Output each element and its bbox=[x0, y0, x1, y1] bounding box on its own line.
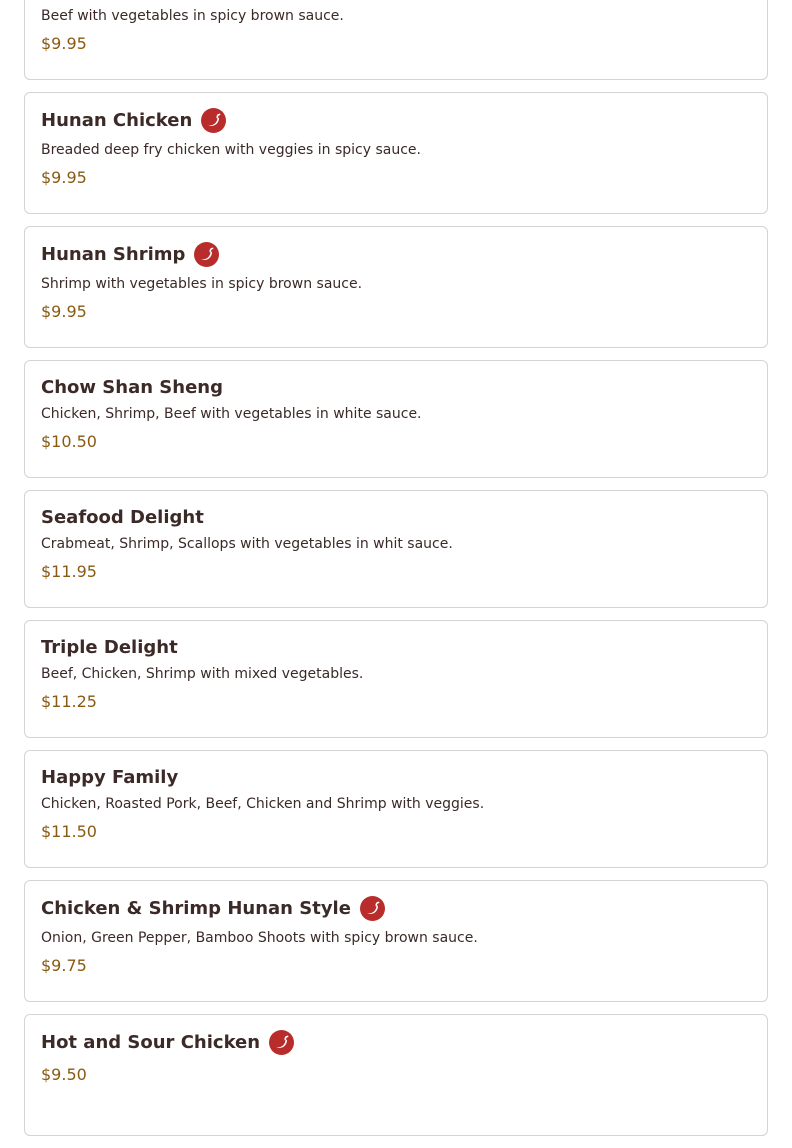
menu-item-description: Crabmeat, Shrimp, Scallops with vegetables in whit sauce. bbox=[41, 536, 453, 552]
menu-item-card[interactable] bbox=[24, 490, 768, 608]
menu-item-card[interactable] bbox=[24, 0, 768, 80]
menu-item-price: $10.50 bbox=[41, 432, 97, 451]
menu-item-name: Seafood Delight bbox=[41, 506, 204, 528]
menu-item-description: Beef, Chicken, Shrimp with mixed vegetables. bbox=[41, 666, 364, 682]
menu-item-description: Beef with vegetables in spicy brown sauce. bbox=[41, 8, 344, 24]
menu-item-title-row bbox=[41, 634, 751, 660]
menu-item-price: $9.95 bbox=[41, 168, 87, 187]
menu-item-description: Onion, Green Pepper, Bamboo Shoots with spicy brown sauce. bbox=[41, 930, 478, 946]
menu-list bbox=[24, 0, 768, 1148]
menu-item-card[interactable] bbox=[24, 360, 768, 478]
chili-pepper-icon bbox=[360, 896, 385, 921]
chili-pepper-icon bbox=[194, 242, 219, 267]
menu-item-card[interactable] bbox=[24, 1014, 768, 1136]
menu-item-card[interactable] bbox=[24, 226, 768, 348]
menu-item-name: Hunan Chicken bbox=[41, 109, 193, 131]
menu-item-price: $11.50 bbox=[41, 822, 97, 841]
menu-item-description: Chicken, Shrimp, Beef with vegetables in white sauce. bbox=[41, 406, 422, 422]
menu-item-card[interactable] bbox=[24, 92, 768, 214]
menu-item-price: $11.95 bbox=[41, 562, 97, 581]
menu-item-price: $9.95 bbox=[41, 302, 87, 321]
menu-item-title-row bbox=[41, 374, 751, 400]
menu-item-price: $11.25 bbox=[41, 692, 97, 711]
menu-item-price: $9.75 bbox=[41, 956, 87, 975]
menu-item-title-row bbox=[41, 895, 751, 921]
menu-item-title-row bbox=[41, 1029, 751, 1055]
menu-item-description: Shrimp with vegetables in spicy brown sauce. bbox=[41, 276, 363, 292]
menu-item-card[interactable] bbox=[24, 880, 768, 1002]
menu-item-name: Triple Delight bbox=[41, 636, 178, 658]
menu-item-title-row bbox=[41, 107, 751, 133]
menu-item-name: Chow Shan Sheng bbox=[41, 376, 223, 398]
menu-item-description: Breaded deep fry chicken with veggies in spicy sauce. bbox=[41, 142, 421, 158]
menu-item-name: Happy Family bbox=[41, 766, 179, 788]
menu-item-description: Chicken, Roasted Pork, Beef, Chicken and Shrimp with veggies. bbox=[41, 796, 485, 812]
menu-item-title-row bbox=[41, 241, 751, 267]
menu-item-price: $9.95 bbox=[41, 34, 87, 53]
menu-item-price: $9.50 bbox=[41, 1065, 87, 1084]
menu-item-name: Hot and Sour Chicken bbox=[41, 1031, 261, 1053]
menu-item-card[interactable] bbox=[24, 750, 768, 868]
menu-item-card[interactable] bbox=[24, 620, 768, 738]
chili-pepper-icon bbox=[201, 108, 226, 133]
menu-item-name: Hunan Shrimp bbox=[41, 243, 186, 265]
menu-item-name: Chicken & Shrimp Hunan Style bbox=[41, 897, 351, 919]
menu-item-title-row bbox=[41, 764, 751, 790]
menu-item-title-row bbox=[41, 504, 751, 530]
chili-pepper-icon bbox=[269, 1030, 294, 1055]
